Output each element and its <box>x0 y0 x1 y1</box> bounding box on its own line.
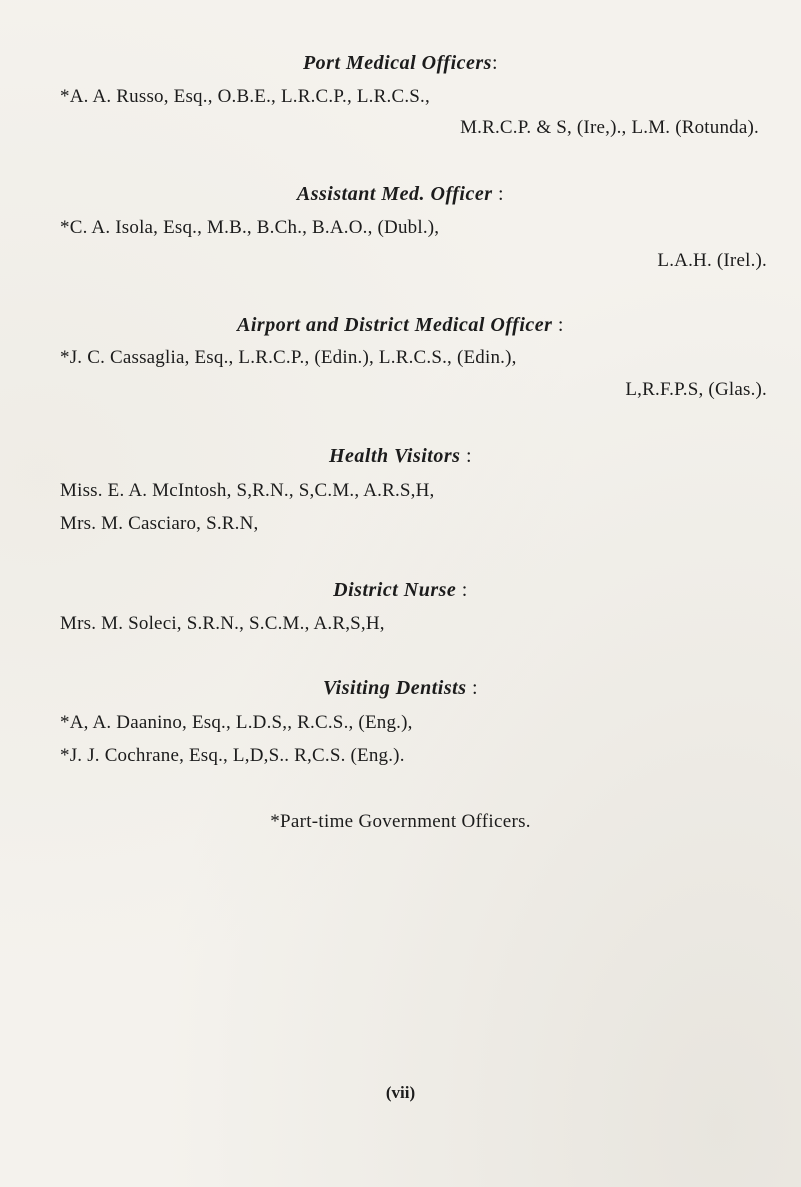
heading-text: Port Medical Officers <box>302 52 492 74</box>
heading-district-nurse: District Nurse : <box>333 579 468 601</box>
footnote: *Part-time Government Officers. <box>270 811 531 832</box>
heading-airport-district-medical-officer: Airport and District Medical Officer : <box>237 314 564 336</box>
heading-port-medical-officers: Port Medical Officers: <box>302 52 499 74</box>
assistant-officer-line-2: L.A.H. (Irel.). <box>657 250 767 271</box>
heading-text: Visiting Dentists <box>322 677 467 699</box>
heading-assistant-med-officer: Assistant Med. Officer : <box>296 183 505 205</box>
health-visitor-line-2: Mrs. M. Casciaro, S.R.N, <box>60 513 259 534</box>
heading-text: District Nurse <box>333 579 457 601</box>
heading-health-visitors: Health Visitors : <box>329 445 472 467</box>
assistant-officer-line-1: *C. A. Isola, Esq., M.B., B.Ch., B.A.O., (Dubl.), <box>60 217 440 238</box>
port-officer-line-1: *A. A. Russo, Esq., O.B.E., L.R.C.P., L.R.C.S., <box>60 86 430 107</box>
health-visitor-line-1: Miss. E. A. McIntosh, S,R.N., S,C.M., A.R.S,H, <box>60 480 435 501</box>
heading-text: Airport and District Medical Officer <box>237 314 553 336</box>
dentist-line-1: *A, A. Daanino, Esq., L.D.S,, R.C.S., (Eng.), <box>60 712 413 733</box>
port-officer-line-2: M.R.C.P. & S, (Ire,)., L.M. (Rotunda). <box>460 117 759 138</box>
dentist-line-2: *J. J. Cochrane, Esq., L,D,S.. R,C.S. (Eng.). <box>60 745 405 766</box>
airport-officer-line-2: L,R.F.P.S, (Glas.). <box>625 379 767 400</box>
airport-officer-line-1: *J. C. Cassaglia, Esq., L.R.C.P., (Edin.), L.R.C.S., (Edin.), <box>60 347 517 368</box>
heading-text: Assistant Med. Officer <box>296 183 493 205</box>
district-nurse-line-1: Mrs. M. Soleci, S.R.N., S.C.M., A.R,S,H, <box>60 613 385 634</box>
page-number: (vii) <box>385 1083 416 1102</box>
heading-visiting-dentists: Visiting Dentists : <box>322 677 479 699</box>
heading-text: Health Visitors <box>329 445 461 467</box>
